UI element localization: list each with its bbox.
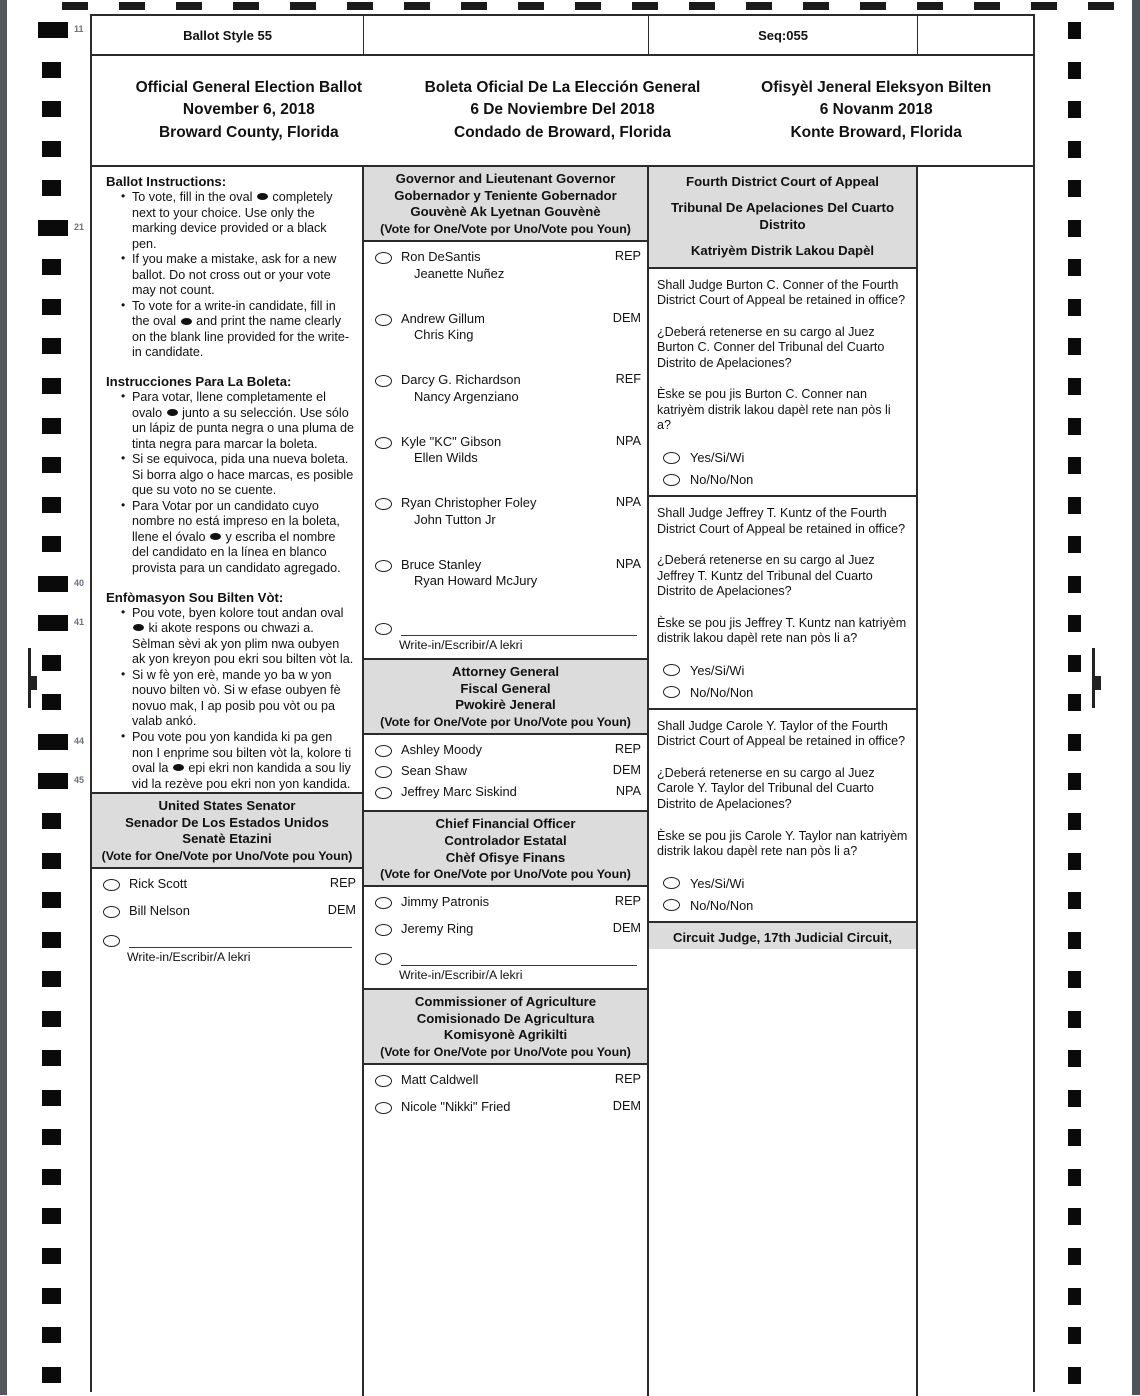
timing-mark-number: 21 (74, 222, 85, 232)
contest-title-en: Commissioner of Agriculture (414, 994, 597, 1010)
contest-title-es: Gobernador y Teniente Gobernador (394, 187, 617, 203)
vote-oval-icon[interactable] (375, 560, 392, 572)
timing-mark (1068, 378, 1081, 395)
timing-mark (42, 536, 61, 552)
timing-mark (1068, 694, 1081, 711)
candidate-row[interactable] (370, 784, 641, 801)
top-timing-dash (176, 2, 202, 10)
timing-mark (42, 1090, 61, 1106)
candidate-row[interactable] (370, 1072, 641, 1089)
timing-mark-number: 40 (74, 578, 85, 588)
vote-for-instruction: (Vote for One/Vote por Uno/Vote pou Youn) (380, 221, 631, 236)
instruction-item: • To vote, fill in the oval completely next to your choice. Use only the marking device provided or a black pen. (121, 190, 354, 252)
party-abbrev: REP (614, 894, 641, 909)
ballot-title-row (92, 56, 1033, 167)
retention-question-ht: Èske se pou jis Jeffrey T. Kuntz nan katriyèm distrik lakou dapèl rete nan pòs li a? (657, 615, 907, 646)
contest-header (364, 812, 647, 887)
party-abbrev: NPA (615, 495, 641, 510)
contest-title-es: Comisionado De Agricultura (416, 1010, 595, 1026)
column-judicial-retention (649, 167, 918, 1396)
yes-label: Yes/Si/Wi (690, 875, 745, 891)
top-timing-dash (347, 2, 373, 10)
top-timing-dash (974, 2, 1000, 10)
top-timing-dash (917, 2, 943, 10)
timing-mark (42, 655, 61, 671)
no-label: No/No/Non (690, 897, 754, 913)
timing-mark (42, 259, 61, 275)
party-abbrev: DEM (612, 762, 641, 777)
timing-mark (1068, 141, 1081, 158)
timing-mark (42, 299, 61, 315)
retention-yes-option[interactable] (657, 663, 908, 678)
running-mate-name: Jeanette Nuñez (414, 265, 505, 281)
candidate-name: Jeffrey Marc Siskind (401, 783, 517, 799)
contest-title-en: Governor and Lieutenant Governor (395, 171, 616, 186)
judicial-questions (649, 269, 916, 921)
vote-oval-icon[interactable] (375, 766, 392, 778)
retention-question-es: ¿Deberá retenerse en su cargo al Juez Jeffrey T. Kuntz del Tribunal del Cuarto Distrito de Apelaciones? (657, 553, 875, 599)
timing-mark (1068, 418, 1081, 435)
judicial-contest-header (649, 167, 916, 269)
retention-yes-option[interactable] (657, 450, 908, 465)
timing-mark (42, 1327, 61, 1343)
top-timing-dash-row (0, 2, 1140, 11)
title-ht-line2: 6 Novanm 2018 (819, 101, 933, 119)
top-timing-dash (1031, 2, 1057, 10)
top-timing-dash (461, 2, 487, 10)
top-timing-dash (860, 2, 886, 10)
timing-mark (42, 853, 61, 869)
top-timing-dash (290, 2, 316, 10)
vote-oval-icon[interactable] (375, 745, 392, 757)
write-in-line[interactable] (401, 948, 637, 966)
vote-oval-icon[interactable] (375, 437, 392, 449)
ballot-style-cell: Ballot Style 55 (92, 16, 364, 54)
instruction-item: • Pou vote pou yon kandida ki pa gen non I enprime sou bilten vòt la, kolore ti oval la epi ekri non kandida a sou liy vid la rezève pou ekri non yon kandida. (121, 730, 354, 792)
timing-mark-number: 41 (74, 617, 85, 627)
contest-title-ht: Gouvènè Ak Lyetnan Gouvènè (410, 204, 601, 220)
ballot-frame (90, 14, 1035, 1392)
timing-mark (1068, 1288, 1081, 1305)
instructions-heading-en: Ballot Instructions: (106, 174, 227, 189)
vote-oval-icon[interactable] (375, 252, 392, 264)
next-contest-title: Circuit Judge, 17th Judicial Circuit, (672, 929, 892, 945)
candidate-row[interactable] (370, 1099, 641, 1116)
write-in-label: Write-in/Escribir/A lekri (399, 968, 523, 983)
timing-mark (38, 734, 68, 750)
vote-oval-icon[interactable] (375, 924, 392, 936)
party-abbrev: DEM (612, 310, 641, 325)
timing-mark (1068, 655, 1081, 672)
write-in-row[interactable] (370, 618, 641, 652)
party-abbrev: REP (614, 1072, 641, 1087)
title-english (92, 77, 406, 143)
timing-mark (42, 1367, 61, 1383)
candidate-name: Nicole "Nikki" Fried (401, 1098, 511, 1114)
candidate-row[interactable] (98, 903, 356, 920)
instruction-item: • To vote for a write-in candidate, fill in the oval and print the name clearly on the blank line provided for the write-in candidate. (121, 299, 354, 361)
column-blank-margin (918, 167, 1033, 1396)
timing-mark (1068, 62, 1081, 79)
timing-mark (42, 378, 61, 394)
retention-question-ht: Èske se pou jis Burton C. Conner nan katriyèm distrik lakou dapèl rete nan pòs li a? (657, 387, 891, 433)
timing-mark (38, 615, 68, 631)
candidate-row[interactable] (370, 372, 641, 406)
timing-mark (1068, 299, 1081, 316)
contest-us-senator (92, 792, 362, 970)
vote-oval-icon[interactable] (375, 1102, 392, 1114)
instruction-item: • Para Votar por un candidato cuyo nombre no está impreso en la boleta, llene el óvalo y escriba el nombre del candidato en la línea en blanco provista para un candidato agregado. (121, 499, 354, 577)
contest-candidates (364, 1065, 647, 1132)
running-mate-name: Chris King (414, 327, 474, 343)
party-abbrev: REP (329, 876, 356, 891)
party-abbrev: DEM (612, 921, 641, 936)
instructions-list-ht (106, 606, 354, 793)
timing-mark (42, 1208, 61, 1224)
candidate-name: Sean Shaw (401, 762, 467, 778)
contest-title-ht: Pwokirè Jeneral (455, 697, 556, 713)
top-timing-dash (119, 2, 145, 10)
header-blank-cell-2 (918, 16, 1033, 54)
registration-tick (1092, 676, 1101, 690)
retention-question-es: ¿Deberá retenerse en su cargo al Juez Burton C. Conner del Tribunal del Cuarto Distrito de Apelaciones? (657, 324, 885, 370)
top-timing-dash (746, 2, 772, 10)
title-en-line3: Broward County, Florida (158, 123, 339, 141)
filled-oval-icon (210, 533, 221, 540)
title-es-line1: Boleta Oficial De La Elección General (424, 79, 701, 97)
judicial-header-en: Fourth District Court of Appeal (686, 174, 879, 189)
vote-oval-icon[interactable] (375, 953, 392, 965)
timing-mark (38, 220, 68, 236)
retention-question-es: ¿Deberá retenerse en su cargo al Juez Carole Y. Taylor del Tribunal del Cuarto Distrito de Apelaciones? (657, 765, 875, 812)
contest-chief-financial-officer (364, 810, 647, 988)
timing-marks-left (38, 0, 85, 1395)
running-mate-name: Ellen Wilds (414, 450, 478, 466)
vote-for-instruction: (Vote for One/Vote por Uno/Vote pou Youn) (380, 715, 631, 730)
write-in-line[interactable] (401, 618, 637, 636)
timing-mark (1068, 773, 1081, 790)
timing-mark (42, 1288, 61, 1304)
title-creole (719, 77, 1033, 143)
candidate-row[interactable] (370, 434, 641, 468)
vote-oval-icon[interactable] (103, 935, 120, 947)
contest-header (364, 660, 647, 735)
candidate-name: Ron DeSantis Jeanette Nuñez (401, 249, 603, 283)
candidate-row[interactable] (370, 894, 641, 911)
contest-header (364, 167, 647, 242)
contest-candidates (364, 887, 647, 988)
timing-mark (42, 1129, 61, 1145)
retention-no-option[interactable] (657, 685, 908, 700)
no-label: No/No/Non (690, 472, 754, 487)
retention-yes-option[interactable] (657, 876, 908, 891)
timing-mark-number: 44 (74, 736, 85, 746)
candidate-name: Matt Caldwell (401, 1072, 479, 1088)
retention-question (649, 495, 916, 708)
running-mate-name: John Tutton Jr (414, 511, 496, 527)
timing-mark (1068, 1129, 1081, 1146)
retention-question-en: Shall Judge Burton C. Conner of the Fourth District Court of Appeal be retained in office? (657, 277, 906, 308)
timing-mark (1068, 101, 1081, 118)
top-timing-dash (632, 2, 658, 10)
instruction-item: • If you make a mistake, ask for a new ballot. Do not cross out or your vote may not count. (121, 252, 354, 299)
timing-mark (1068, 338, 1081, 355)
candidate-row[interactable] (370, 763, 641, 780)
ballot-body-columns (92, 167, 1033, 1396)
vote-oval-icon[interactable] (375, 1075, 392, 1087)
vote-for-instruction: (Vote for One/Vote por Uno/Vote pou Youn) (380, 1044, 631, 1059)
timing-mark (42, 338, 61, 354)
title-ht-line3: Konte Broward, Florida (790, 123, 962, 141)
scan-edge-right (1132, 0, 1140, 1395)
sequence-cell: Seq:055 (649, 16, 918, 54)
instruction-item: • Pou vote, byen kolore tout andan oval ki akote respons ou chwazi a. Sèlman sèvi ak yon plim nwa oubyen ak yon kreyon pou ekri sou bilten vòt la. (121, 606, 354, 668)
candidate-row[interactable] (370, 249, 641, 283)
timing-mark (1068, 853, 1081, 870)
vote-for-instruction: (Vote for One/Vote por Uno/Vote pou Youn) (101, 849, 353, 864)
timing-mark (1068, 1090, 1081, 1107)
timing-mark (1068, 1011, 1081, 1028)
candidate-row[interactable] (370, 311, 641, 345)
instructions-block (92, 167, 362, 792)
top-timing-dash (233, 2, 259, 10)
contest-commissioner-of-agriculture (364, 988, 647, 1132)
timing-mark (1068, 1169, 1081, 1186)
candidate-name: Rick Scott (129, 876, 188, 892)
timing-mark (1068, 220, 1081, 237)
instruction-item: • Si se equivoca, pida una nueva boleta. Si borra algo o hace marcas, es posible que su voto no se cuente. (121, 452, 354, 499)
top-timing-dash (689, 2, 715, 10)
timing-mark-number: 45 (74, 775, 85, 785)
instruction-item: • Si w fè yon erè, mande yo ba w yon nouvo bilten vò. Si w efase oubyen fè novuo mak, I ap posib pou vòt ou pa valab ankó. (121, 668, 354, 730)
instructions-list-es (106, 390, 354, 577)
contest-title-ht: Senatè Etazini (182, 831, 272, 847)
vote-oval-icon[interactable] (663, 877, 680, 889)
candidate-row[interactable] (370, 557, 641, 591)
vote-for-instruction: (Vote for One/Vote por Uno/Vote pou Youn) (380, 867, 631, 882)
timing-mark (42, 180, 61, 196)
timing-mark (42, 141, 61, 157)
contest-title-en: Chief Financial Officer (435, 816, 576, 832)
timing-mark (42, 971, 61, 987)
timing-mark (1068, 1208, 1081, 1225)
timing-mark (42, 497, 61, 513)
timing-mark (1068, 734, 1081, 751)
party-abbrev: REF (615, 372, 641, 387)
candidate-row[interactable] (370, 921, 641, 938)
timing-mark (38, 773, 68, 789)
contest-title-en: Attorney General (452, 664, 559, 680)
party-abbrev: NPA (615, 433, 641, 448)
timing-mark (1068, 576, 1081, 593)
timing-mark (42, 1169, 61, 1185)
timing-mark (1068, 22, 1081, 39)
party-abbrev: NPA (615, 556, 641, 571)
timing-mark (38, 576, 68, 592)
vote-oval-icon[interactable] (663, 686, 680, 698)
timing-mark (1068, 180, 1081, 197)
top-timing-dash (803, 2, 829, 10)
judicial-header-ht: Katriyèm Distrik Lakou Dapèl (690, 243, 875, 259)
timing-mark (42, 418, 61, 434)
candidate-name: Jimmy Patronis (401, 894, 490, 910)
retention-question (649, 269, 916, 495)
running-mate-name: Nancy Argenziano (414, 388, 519, 404)
contest-candidates (364, 735, 647, 810)
candidate-name: Bruce Stanley Ryan Howard McJury (401, 557, 603, 591)
party-abbrev: DEM (612, 1098, 641, 1113)
timing-mark (1068, 932, 1081, 949)
vote-oval-icon[interactable] (375, 498, 392, 510)
timing-mark (42, 1011, 61, 1027)
registration-tick (28, 676, 37, 690)
filled-oval-icon (173, 764, 184, 771)
timing-mark (42, 1248, 61, 1264)
title-ht-line1: Ofisyèl Jeneral Eleksyon Bilten (761, 79, 992, 97)
timing-mark (1068, 497, 1081, 514)
candidate-name: Ashley Moody (401, 742, 482, 758)
timing-mark (1068, 259, 1081, 276)
party-abbrev: DEM (327, 902, 356, 917)
vote-oval-icon[interactable] (375, 897, 392, 909)
vote-oval-icon[interactable] (103, 879, 120, 891)
contest-header (92, 794, 362, 869)
timing-mark (42, 457, 61, 473)
contest-title-es: Fiscal General (460, 680, 551, 696)
retention-no-option[interactable] (657, 472, 908, 487)
running-mate-name: Ryan Howard McJury (414, 573, 538, 589)
contest-title-ht: Komisyonè Agrikilti (443, 1027, 568, 1043)
column-statewide-contests (364, 167, 649, 1396)
top-timing-dash (575, 2, 601, 10)
timing-mark (1068, 892, 1081, 909)
timing-mark (1068, 457, 1081, 474)
candidate-row[interactable] (98, 876, 356, 893)
timing-mark (42, 813, 61, 829)
title-es-line2: 6 De Noviembre Del 2018 (470, 101, 655, 119)
timing-mark (1068, 1327, 1081, 1344)
vote-oval-icon[interactable] (663, 474, 680, 486)
title-en-line1: Official General Election Ballot (135, 79, 363, 97)
filled-oval-icon (167, 409, 178, 416)
title-en-line2: November 6, 2018 (182, 101, 315, 119)
judicial-header-es: Tribunal De Apelaciones Del Cuarto Distrito (670, 200, 894, 233)
party-abbrev: NPA (615, 783, 641, 798)
timing-mark (1068, 971, 1081, 988)
vote-oval-icon[interactable] (663, 899, 680, 911)
party-abbrev: REP (614, 742, 641, 757)
vote-oval-icon[interactable] (663, 664, 680, 676)
candidate-name: Kyle "KC" Gibson Ellen Wilds (401, 434, 603, 468)
timing-mark (42, 694, 61, 710)
vote-oval-icon[interactable] (375, 623, 392, 635)
title-spanish (406, 77, 720, 143)
title-es-line3: Condado de Broward, Florida (454, 123, 672, 141)
timing-mark (1068, 615, 1081, 632)
timing-mark (1068, 1367, 1081, 1384)
write-in-row[interactable] (98, 930, 356, 964)
write-in-line[interactable] (129, 930, 352, 948)
vote-oval-icon[interactable] (375, 314, 392, 326)
next-contest-header-partial (649, 921, 916, 949)
vote-oval-icon[interactable] (375, 787, 392, 799)
column-instructions (92, 167, 364, 1396)
contest-title-en: United States Senator (158, 798, 296, 814)
instruction-item: • Para votar, llene completamente el ovalo junto a su selección. Use sólo un lápiz de punta negra o una pluma de tinta negra para marcar la boleta. (121, 390, 354, 452)
party-abbrev: REP (614, 249, 641, 263)
retention-question (649, 708, 916, 921)
write-in-label: Write-in/Escribir/A lekri (127, 949, 251, 964)
timing-mark (38, 22, 68, 38)
contest-governor (364, 167, 647, 658)
contest-header (364, 990, 647, 1065)
timing-mark (42, 892, 61, 908)
retention-question-en: Shall Judge Jeffrey T. Kuntz of the Fourth District Court of Appeal be retained in office? (657, 506, 906, 536)
instructions-heading-ht: Enfòmasyon Sou Bilten Vòt: (106, 589, 284, 605)
filled-oval-icon (133, 624, 144, 631)
yes-label: Yes/Si/Wi (690, 450, 745, 465)
timing-mark (42, 1050, 61, 1066)
timing-mark (1068, 1248, 1081, 1265)
timing-mark (1068, 1050, 1081, 1067)
candidate-name: Bill Nelson (129, 902, 190, 918)
timing-mark (1068, 536, 1081, 553)
write-in-label: Write-in/Escribir/A lekri (399, 638, 523, 653)
candidate-row[interactable] (370, 495, 641, 529)
write-in-row[interactable] (370, 948, 641, 982)
instructions-heading-es: Instrucciones Para La Boleta: (106, 374, 292, 390)
instructions-list-en (106, 190, 354, 361)
timing-mark-number: 11 (74, 24, 84, 34)
retention-question-ht: Èske se pou jis Carole Y. Taylor nan katriyèm distrik lakou dapèl rete nan pòs li a? (657, 828, 908, 859)
contest-title-es: Controlador Estatal (444, 833, 567, 849)
no-label: No/No/Non (690, 684, 754, 700)
contest-us-senator-slot (92, 792, 362, 970)
candidate-name: Ryan Christopher Foley John Tutton Jr (401, 495, 603, 529)
retention-question-en: Shall Judge Carole Y. Taylor of the Fourth District Court of Appeal be retained in office? (657, 718, 906, 749)
contest-candidates (92, 869, 362, 970)
filled-oval-icon (181, 318, 192, 325)
candidate-name: Darcy G. Richardson Nancy Argenziano (401, 372, 603, 406)
vote-oval-icon[interactable] (375, 375, 392, 387)
top-timing-dash (518, 2, 544, 10)
scan-edge-left (0, 0, 7, 1395)
contest-title-ht: Chèf Ofisye Finans (445, 849, 566, 865)
candidate-name: Andrew Gillum Chris King (401, 311, 603, 345)
ballot-header-strip (92, 16, 1033, 56)
vote-oval-icon[interactable] (103, 906, 120, 918)
contest-title-es: Senador De Los Estados Unidos (125, 814, 329, 830)
contest-attorney-general (364, 658, 647, 810)
timing-mark (42, 101, 61, 117)
yes-label: Yes/Si/Wi (690, 662, 745, 678)
candidate-name: Jeremy Ring (401, 921, 474, 937)
header-blank-cell (364, 16, 649, 54)
timing-mark (42, 932, 61, 948)
top-timing-dash (404, 2, 430, 10)
vote-oval-icon[interactable] (663, 452, 680, 464)
timing-mark (1068, 813, 1081, 830)
timing-mark (42, 62, 61, 78)
contest-candidates (364, 242, 647, 658)
retention-no-option[interactable] (657, 898, 908, 913)
candidate-row[interactable] (370, 742, 641, 759)
filled-oval-icon (257, 193, 268, 200)
